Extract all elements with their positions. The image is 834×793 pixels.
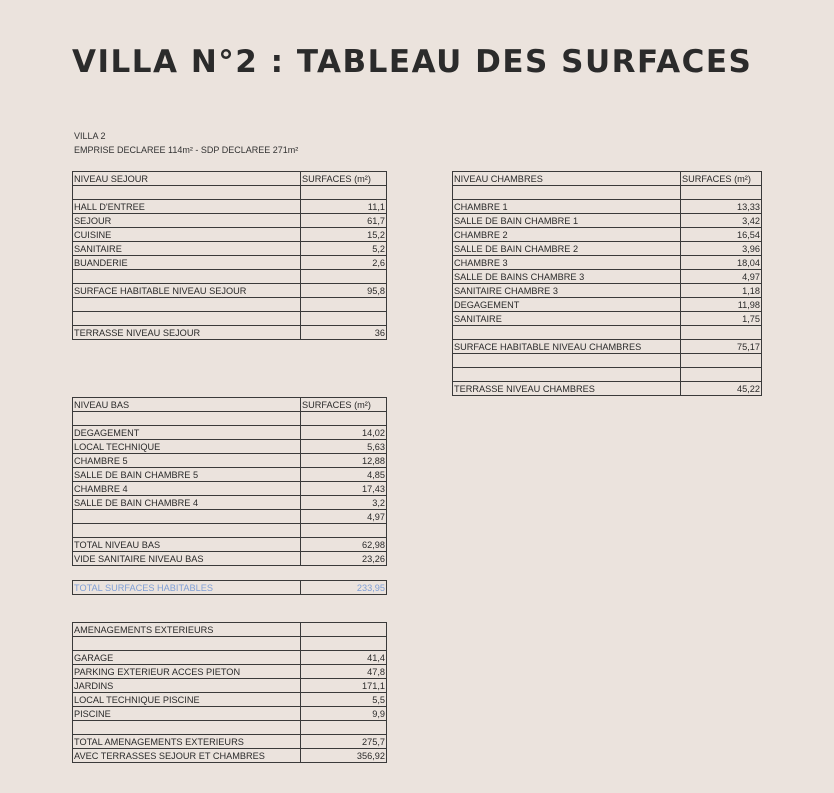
row-label	[453, 354, 681, 368]
table-niveau-sejour	[72, 171, 387, 340]
row-value: 15,2	[301, 228, 387, 242]
table-row	[453, 368, 762, 382]
row-label: SANITAIRE	[73, 242, 301, 256]
total-habitable-row	[73, 581, 387, 595]
row-label	[73, 510, 301, 524]
column-header-label: NIVEAU BAS	[73, 398, 301, 412]
table-row	[73, 651, 387, 665]
row-label: CHAMBRE 3	[453, 256, 681, 270]
column-header-surface: SURFACES (m²)	[681, 172, 762, 186]
row-value: 17,43	[301, 482, 387, 496]
row-value: 4,85	[301, 468, 387, 482]
table-row	[453, 340, 762, 354]
table-row	[73, 412, 387, 426]
row-label: SURFACE HABITABLE NIVEAU SEJOUR	[73, 284, 301, 298]
row-value	[301, 270, 387, 284]
column-header-label: NIVEAU CHAMBRES	[453, 172, 681, 186]
table-row	[73, 440, 387, 454]
table-total-habitable	[72, 580, 387, 595]
row-label: TOTAL AMENAGEMENTS EXTERIEURS	[73, 735, 301, 749]
column-header-label: NIVEAU SEJOUR	[73, 172, 301, 186]
row-label: AVEC TERRASSES SEJOUR ET CHAMBRES	[73, 749, 301, 763]
row-label: SALLE DE BAIN CHAMBRE 2	[453, 242, 681, 256]
row-label: SURFACE HABITABLE NIVEAU CHAMBRES	[453, 340, 681, 354]
row-value	[301, 186, 387, 200]
table-row	[453, 326, 762, 340]
table-row	[453, 284, 762, 298]
row-label: PISCINE	[73, 707, 301, 721]
row-label	[73, 412, 301, 426]
row-label: CUISINE	[73, 228, 301, 242]
table-row	[73, 524, 387, 538]
table-header-row	[73, 398, 387, 412]
row-value: 5,63	[301, 440, 387, 454]
row-label: BUANDERIE	[73, 256, 301, 270]
column-header-label: AMENAGEMENTS EXTERIEURS	[73, 623, 301, 637]
row-label	[73, 637, 301, 651]
table-row	[73, 552, 387, 566]
villa-label: VILLA 2	[74, 131, 106, 141]
table-row	[73, 228, 387, 242]
row-label	[453, 186, 681, 200]
row-value: 95,8	[301, 284, 387, 298]
table-row	[73, 538, 387, 552]
table-row	[73, 496, 387, 510]
row-value	[301, 721, 387, 735]
row-label	[453, 368, 681, 382]
table-row	[73, 693, 387, 707]
column-header-surface	[301, 623, 387, 637]
table-header-row	[453, 172, 762, 186]
table-row	[453, 270, 762, 284]
total-habitable-value: 233,95	[301, 581, 387, 595]
row-label: SALLE DE BAINS CHAMBRE 3	[453, 270, 681, 284]
table-row	[453, 298, 762, 312]
row-value: 45,22	[681, 382, 762, 396]
row-value	[301, 524, 387, 538]
row-value: 4,97	[681, 270, 762, 284]
row-label	[73, 721, 301, 735]
table-row	[453, 186, 762, 200]
row-value: 36	[301, 326, 387, 340]
table-row	[73, 454, 387, 468]
total-habitable-label: TOTAL SURFACES HABITABLES	[73, 581, 301, 595]
row-value: 23,26	[301, 552, 387, 566]
row-value: 11,1	[301, 200, 387, 214]
row-label: GARAGE	[73, 651, 301, 665]
row-value	[301, 637, 387, 651]
row-value: 13,33	[681, 200, 762, 214]
row-label: VIDE SANITAIRE NIVEAU BAS	[73, 552, 301, 566]
row-label: CHAMBRE 5	[73, 454, 301, 468]
row-label: JARDINS	[73, 679, 301, 693]
row-label: DEGAGEMENT	[73, 426, 301, 440]
row-value	[681, 326, 762, 340]
table-row	[453, 312, 762, 326]
row-label: SANITAIRE	[453, 312, 681, 326]
table-row	[73, 721, 387, 735]
table-header-row	[73, 623, 387, 637]
row-label: CHAMBRE 1	[453, 200, 681, 214]
row-value: 9,9	[301, 707, 387, 721]
row-value: 171,1	[301, 679, 387, 693]
table-row	[453, 214, 762, 228]
table-row	[73, 735, 387, 749]
row-label: TERRASSE NIVEAU CHAMBRES	[453, 382, 681, 396]
table-row	[73, 482, 387, 496]
row-label: SALLE DE BAIN CHAMBRE 4	[73, 496, 301, 510]
table-row	[73, 665, 387, 679]
row-value: 1,18	[681, 284, 762, 298]
table-row	[73, 707, 387, 721]
table-row	[73, 200, 387, 214]
row-value	[301, 312, 387, 326]
row-value: 16,54	[681, 228, 762, 242]
table-row	[453, 382, 762, 396]
table-row	[453, 242, 762, 256]
row-label	[73, 298, 301, 312]
table-row	[73, 284, 387, 298]
table-row	[453, 228, 762, 242]
row-label: TOTAL NIVEAU BAS	[73, 538, 301, 552]
table-row	[73, 749, 387, 763]
row-label: SALLE DE BAIN CHAMBRE 1	[453, 214, 681, 228]
row-label: HALL D'ENTREE	[73, 200, 301, 214]
row-label	[73, 186, 301, 200]
column-header-surface: SURFACES (m²)	[301, 398, 387, 412]
row-value: 47,8	[301, 665, 387, 679]
row-value: 18,04	[681, 256, 762, 270]
page-title: VILLA N°2 : TABLEAU DES SURFACES	[72, 44, 753, 80]
table-row	[73, 298, 387, 312]
table-row	[73, 679, 387, 693]
table-row	[453, 256, 762, 270]
emprise-label: EMPRISE DECLAREE 114m² - SDP DECLAREE 271m²	[74, 145, 299, 155]
row-label: TERRASSE NIVEAU SEJOUR	[73, 326, 301, 340]
table-niveau-bas	[72, 397, 387, 566]
row-value: 75,17	[681, 340, 762, 354]
table-row	[73, 214, 387, 228]
table-row	[73, 426, 387, 440]
row-label: SANITAIRE CHAMBRE 3	[453, 284, 681, 298]
row-label: LOCAL TECHNIQUE PISCINE	[73, 693, 301, 707]
row-label	[73, 524, 301, 538]
table-row	[453, 200, 762, 214]
row-label: SEJOUR	[73, 214, 301, 228]
row-label: SALLE DE BAIN CHAMBRE 5	[73, 468, 301, 482]
table-row	[73, 468, 387, 482]
row-label	[453, 326, 681, 340]
row-label: CHAMBRE 4	[73, 482, 301, 496]
row-value	[681, 368, 762, 382]
row-label	[73, 270, 301, 284]
row-value: 14,02	[301, 426, 387, 440]
row-label	[73, 312, 301, 326]
row-value: 3,2	[301, 496, 387, 510]
row-value: 3,96	[681, 242, 762, 256]
row-value: 275,7	[301, 735, 387, 749]
row-value: 3,42	[681, 214, 762, 228]
row-label: DEGAGEMENT	[453, 298, 681, 312]
row-value	[301, 298, 387, 312]
row-value: 11,98	[681, 298, 762, 312]
row-label: PARKING EXTERIEUR ACCES PIETON	[73, 665, 301, 679]
row-value: 5,5	[301, 693, 387, 707]
table-row	[73, 270, 387, 284]
row-value: 61,7	[301, 214, 387, 228]
row-value: 41,4	[301, 651, 387, 665]
column-header-surface: SURFACES (m²)	[301, 172, 387, 186]
table-header-row	[73, 172, 387, 186]
table-row	[73, 326, 387, 340]
table-amenagements-exterieurs	[72, 622, 387, 763]
table-row	[73, 312, 387, 326]
row-label: LOCAL TECHNIQUE	[73, 440, 301, 454]
row-value: 5,2	[301, 242, 387, 256]
table-row	[453, 354, 762, 368]
table-row	[73, 242, 387, 256]
table-niveau-chambres	[452, 171, 762, 396]
table-row	[73, 256, 387, 270]
row-label: CHAMBRE 2	[453, 228, 681, 242]
row-value	[301, 412, 387, 426]
row-value: 12,88	[301, 454, 387, 468]
row-value: 1,75	[681, 312, 762, 326]
row-value: 356,92	[301, 749, 387, 763]
row-value: 2,6	[301, 256, 387, 270]
row-value: 4,97	[301, 510, 387, 524]
table-row	[73, 186, 387, 200]
table-row	[73, 510, 387, 524]
row-value: 62,98	[301, 538, 387, 552]
row-value	[681, 186, 762, 200]
row-value	[681, 354, 762, 368]
table-row	[73, 637, 387, 651]
